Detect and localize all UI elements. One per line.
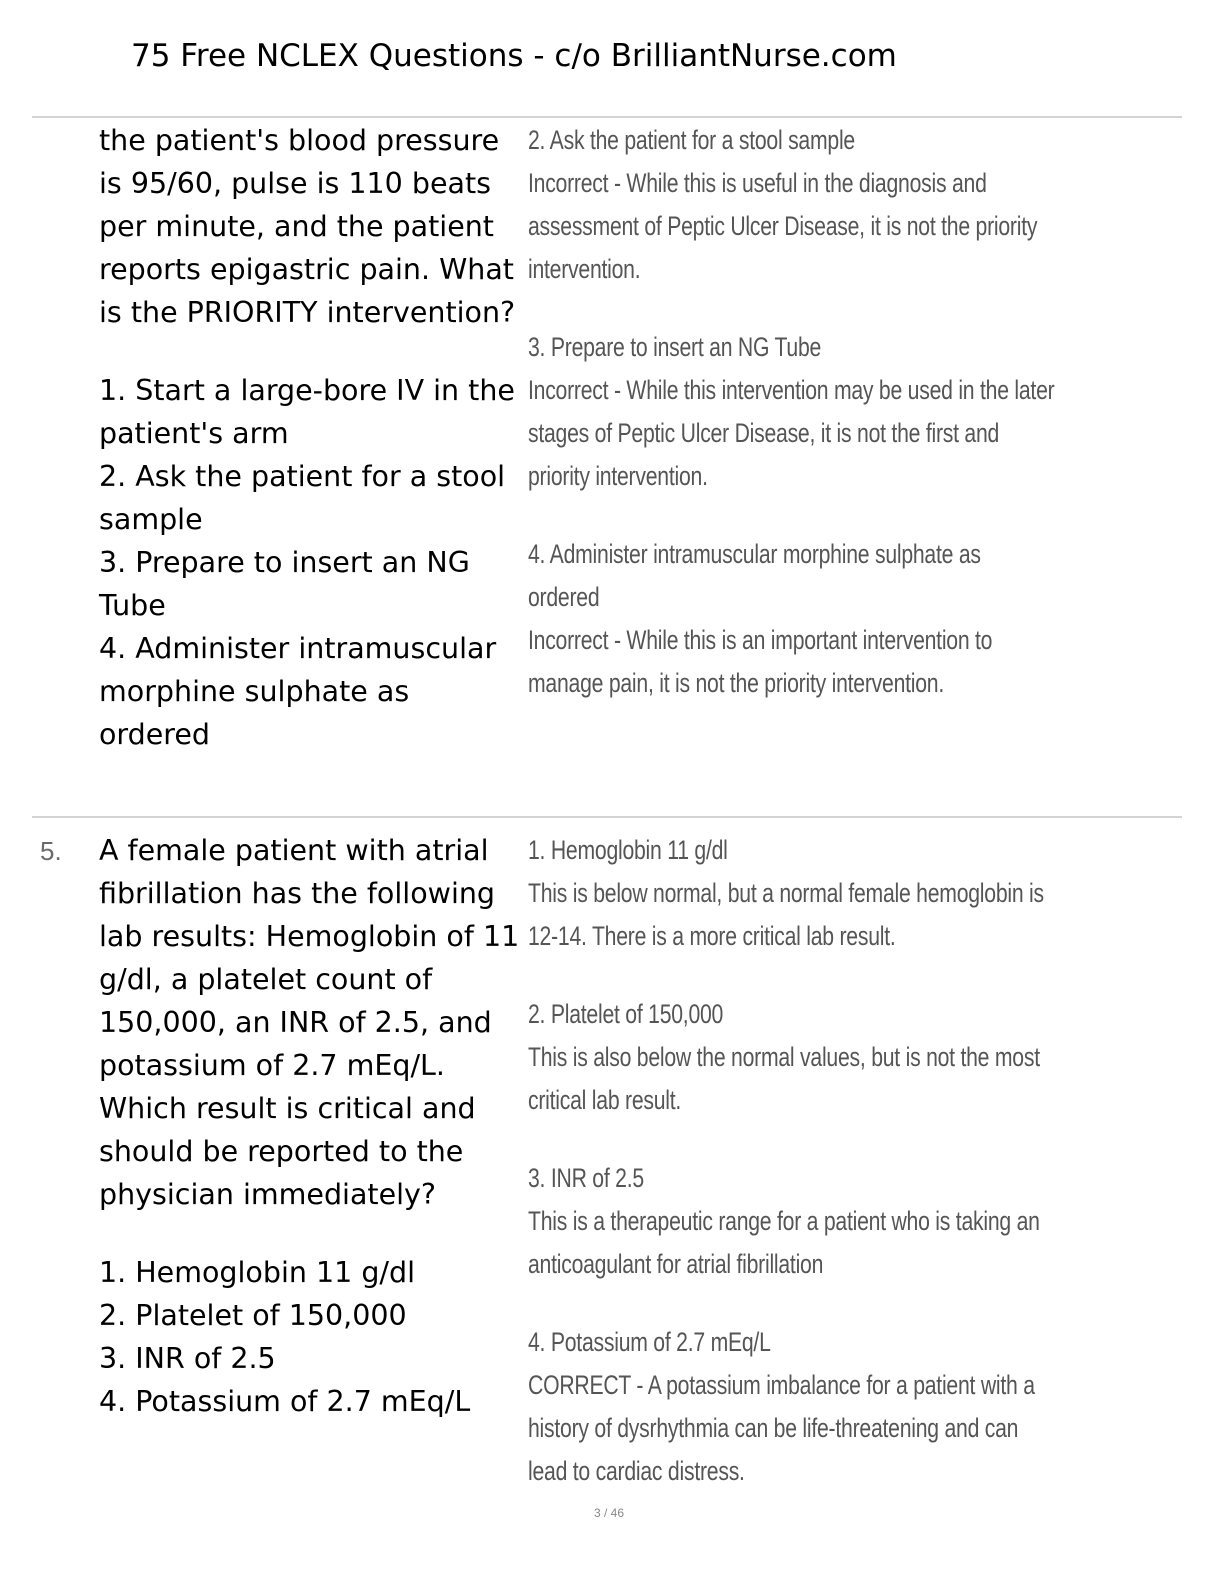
question-4-text xyxy=(99,119,529,756)
answer-option: 3. Prepare to insert an NG Tube xyxy=(528,332,822,362)
question-4-option-4: 4. Administer intramuscular morphine sulphate as ordered xyxy=(99,632,497,751)
answer-item xyxy=(528,326,1056,498)
question-5-option-2: 2. Platelet of 150,000 xyxy=(99,1299,407,1332)
answer-item xyxy=(528,993,1056,1122)
answer-item xyxy=(528,829,1056,958)
question-4-stem: the patient's blood pressure is 95/60, pulse is 110 beats per minute, and the patient reports epigastric pain. What is the PRIORITY intervention? xyxy=(99,124,516,329)
question-5-answers xyxy=(528,829,1056,1528)
answer-explanation: Incorrect - While this intervention may be used in the later stages of Peptic Ulcer Disease, it is not the first and priority intervention. xyxy=(528,375,1055,491)
question-5-option-4: 4. Potassium of 2.7 mEq/L xyxy=(99,1385,471,1418)
answer-explanation: Incorrect - While this is an important intervention to manage pain, it is not the priority intervention. xyxy=(528,625,993,698)
question-5-text xyxy=(99,829,529,1423)
question-5-stem: A female patient with atrial fibrillation has the following lab results: Hemoglobin of 11 g/dl, a platelet count of 150,000, an INR of 2.5, and potassium of 2.7 mEq/L. Which result is critical and should be reported to the physician immediately? xyxy=(99,834,520,1211)
answer-option: 3. INR of 2.5 xyxy=(528,1163,644,1193)
answer-option: 1. Hemoglobin 11 g/dl xyxy=(528,835,728,865)
answer-option: 2. Ask the patient for a stool sample xyxy=(528,125,855,155)
page-number: 3 / 46 xyxy=(594,1506,625,1520)
answer-explanation: This is a therapeutic range for a patient who is taking an anticoagulant for atrial fibrillation xyxy=(528,1206,1040,1279)
question-4-option-2: 2. Ask the patient for a stool sample xyxy=(99,460,506,536)
question-4-option-3: 3. Prepare to insert an NG Tube xyxy=(99,546,470,622)
answer-option: 4. Administer intramuscular morphine sulphate as ordered xyxy=(528,539,981,612)
question-5-option-3: 3. INR of 2.5 xyxy=(99,1342,276,1375)
answer-item xyxy=(528,1157,1056,1286)
question-5-option-1: 1. Hemoglobin 11 g/dl xyxy=(99,1256,416,1289)
answer-explanation: This is below normal, but a normal female hemoglobin is 12-14. There is a more critical lab result. xyxy=(528,878,1044,951)
question-divider xyxy=(32,816,1182,818)
answer-explanation: CORRECT - A potassium imbalance for a patient with a history of dysrhythmia can be life-threatening and can lead to cardiac distress. xyxy=(528,1370,1035,1486)
question-5-number: 5. xyxy=(40,836,62,866)
answer-item xyxy=(528,119,1056,291)
answer-item-correct xyxy=(528,1321,1056,1493)
answer-explanation: Incorrect - While this is useful in the diagnosis and assessment of Peptic Ulcer Disease, it is not the priority intervention. xyxy=(528,168,1038,284)
question-4-answers xyxy=(528,119,1056,740)
answer-option: 2. Platelet of 150,000 xyxy=(528,999,724,1029)
question-4-option-1: 1. Start a large-bore IV in the patient's arm xyxy=(99,374,515,450)
answer-item xyxy=(528,533,1056,705)
document-title: 75 Free NCLEX Questions - c/o BrilliantNurse.com xyxy=(131,38,897,74)
header-divider xyxy=(32,116,1182,118)
answer-option: 4. Potassium of 2.7 mEq/L xyxy=(528,1327,771,1357)
answer-explanation: This is also below the normal values, but is not the most critical lab result. xyxy=(528,1042,1040,1115)
